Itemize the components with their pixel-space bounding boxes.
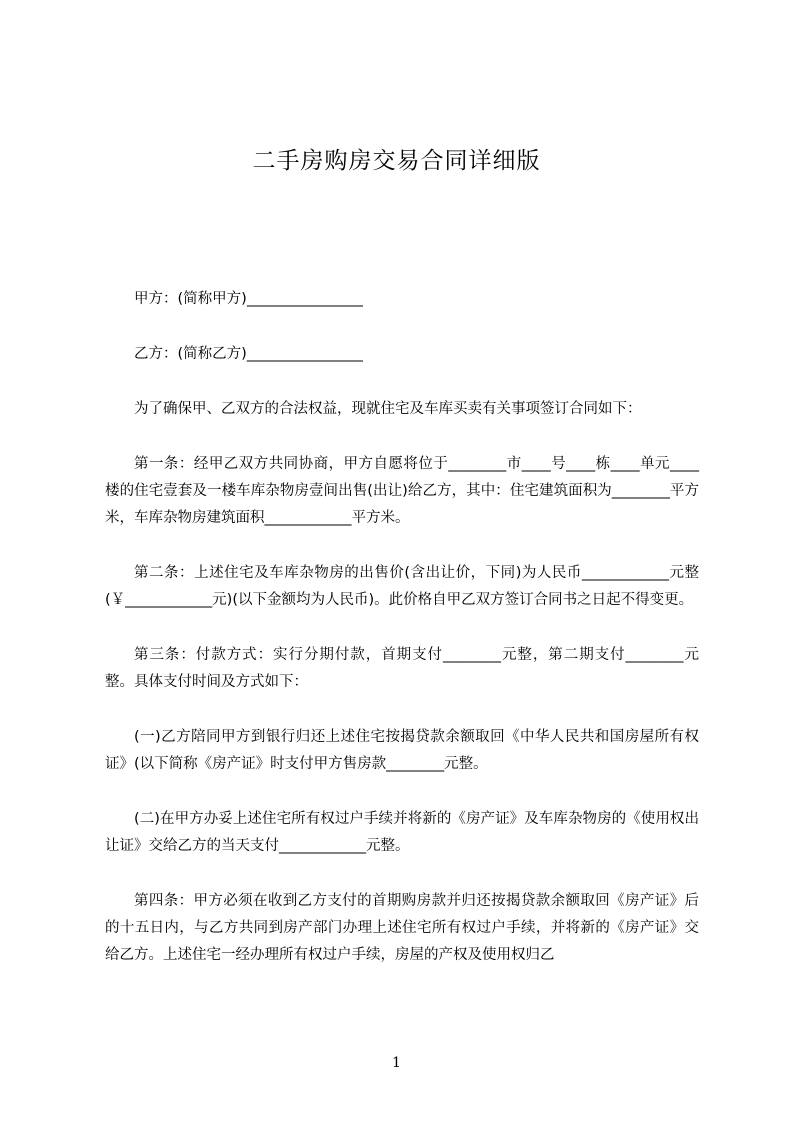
article-3-item-1-paragraph: (一)乙方陪同甲方到银行归还上述住宅按揭贷款余额取回《中华人民共和国房屋所有权证》(以下简称《房产证》时支付甲方售房款________元整。 — [105, 729, 699, 772]
article-4-paragraph: 第四条：甲方必须在收到乙方支付的首期购房款并归还按揭贷款余额取回《房产证》后的十五日内，与乙方共同到房产部门办理上述住宅所有权过户手续，并将新的《房产证》交给乙方。上述住宅一经办理所有权过户手续，房屋的产权及使用权归乙 — [105, 893, 699, 963]
article-1-paragraph: 第一条：经甲乙双方共同协商，甲方自愿将位于________市____号____栋____单元____楼的住宅壹套及一楼车库杂物房壹间出售(出让)给乙方，其中：住宅建筑面积为________平方米，车库杂物房建筑面积____________平方米。 — [105, 456, 699, 526]
document-title: 二手房购房交易合同详细版 — [252, 148, 541, 174]
page-number: 1 — [392, 1055, 401, 1071]
article-3-paragraph: 第三条：付款方式：实行分期付款，首期支付________元整，第二期支付________元整。具体支付时间及方式如下： — [105, 647, 699, 690]
contract-body — [105, 286, 699, 997]
article-3-item-2-paragraph: (二)在甲方办妥上述住宅所有权过户手续并将新的《房产证》及车库杂物房的《使用权出让证》交给乙方的当天支付____________元整。 — [105, 811, 699, 854]
preamble-paragraph: 为了确保甲、乙双方的合法权益，现就住宅及车库买卖有关事项签订合同如下： — [134, 401, 642, 417]
party-b-line: 乙方：(简称乙方)________________ — [134, 346, 363, 362]
article-2-paragraph: 第二条：上述住宅及车库杂物房的出售价(含出让价，下同)为人民币____________元整(￥____________元)(以下金额均为人民币)。此价格自甲乙双方签订合同书之日起不得变更。 — [105, 565, 699, 608]
party-a-line: 甲方：(简称甲方)________________ — [134, 291, 363, 307]
